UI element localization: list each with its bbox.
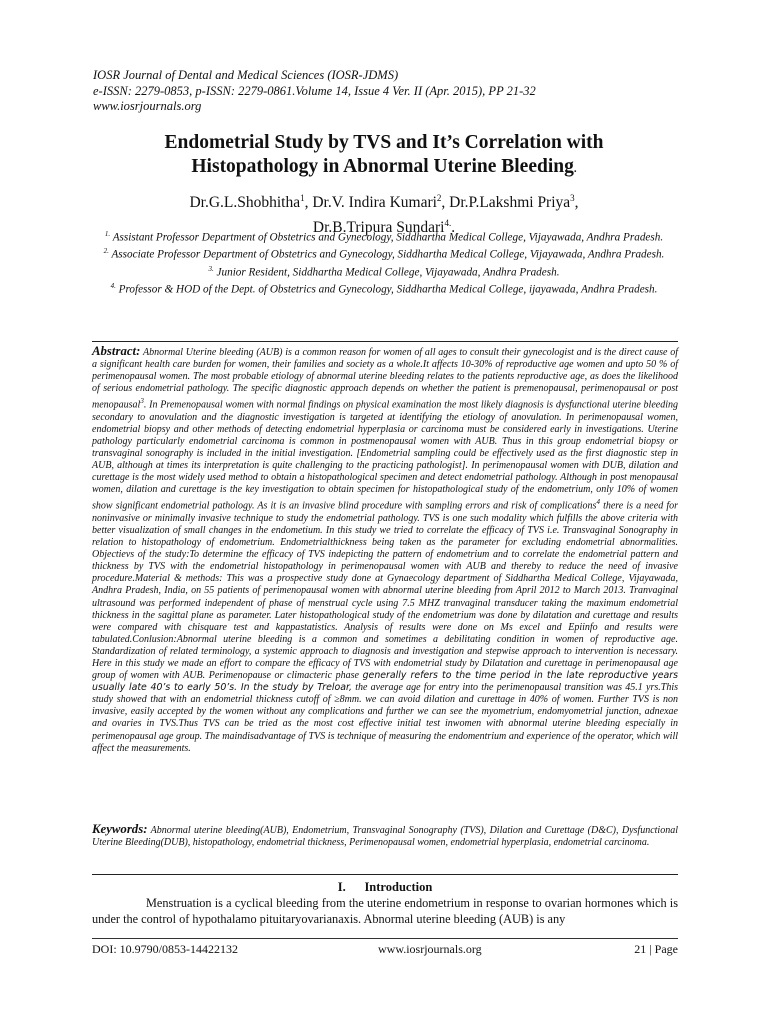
abstract [92, 345, 678, 755]
author-1-mark: 1 [300, 193, 305, 203]
author-list-end: . [451, 219, 456, 237]
title-line-2: Histopathology in Abnormal Uterine Bleeding [191, 156, 574, 177]
affiliation-4-text: Professor & HOD of the Dept. of Obstetrics and Gynecology, Siddhartha Medical College, ijayawada, Andhra Pradesh. [115, 284, 658, 297]
abstract-label: Abstract: [92, 344, 141, 358]
journal-issn: e-ISSN: 2279-0853, p-ISSN: 2279-0861.Volume 14, Issue 4 Ver. II (Apr. 2015), PP 21-32 [93, 83, 536, 98]
affiliation-3 [96, 263, 672, 280]
author-3-mark: 3 [570, 193, 575, 203]
affiliation-1-text: Assistant Professor Department of Obstetrics and Gynecology, Siddhartha Medical College, Vijayawada, Andhra Pradesh. [110, 231, 664, 244]
author-4-mark: 4. [444, 218, 452, 229]
paper-title [70, 131, 698, 181]
abstract-citation-3: 3 [140, 397, 144, 406]
affiliation-1-mark: 1. [104, 230, 111, 238]
keywords-label: Keywords: [92, 822, 148, 836]
keywords-text: Abnormal uterine bleeding(AUB), Endometrium, Transvaginal Sonography (TVS), Dilation and Curettage (D&C), Dysfunctional Uterine Bleeding(DUB), histopathology, endometrial thickness, Perimenopausal women, endometrial hyperplasia, endometrial carcinoma. [92, 825, 678, 849]
footer-page-number: 21 | Page [634, 942, 678, 956]
journal-website: www.iosrjournals.org [93, 99, 202, 113]
abstract-text-2: . In Premenopausal women with normal findings on physical examination the most likely diagnosis is dysfunctional uterine bleeding secondary to anovulation and the diagnostic investigation is targeted at identifying the etiology of anovulation. In perimenopausal women, endometrial biopsy and other methods of detecting endometrial hyperplasia or carcinoma must be considered early in investigations. Uterine pathology particularly endometrial carcinoma is common in postmenopausal women with AUB. Thus in this group endometrial biopsy or transvaginal sonography is included in the initial investigation. [Endometrial sampling could be effectively used as the first diagnostic step in AUB, although at times its interpretation is quite challenging to the practicing pathologist]. In perimenopausal women with DUB, dilation and curettage is the most widely used method to obtain a histopathological specimen and detect endometrial pathology. Although in post menopausal women, dilation and curettage is the key investigation to obtain specimen for histopathological study of the endometrium, only 10% of women show significant endometrial pathology. As it is an invasive blind procedure with sampling errors and risk of complications [92, 399, 678, 512]
affiliation-4 [96, 280, 672, 297]
author-separator: , [574, 194, 579, 212]
author-1: Dr.G.L.Shobhitha [189, 194, 301, 212]
abstract-citation-4: 4 [596, 498, 600, 507]
affiliation-2-mark: 2. [103, 247, 109, 256]
affiliation-2-text: Associate Professor Department of Obstetrics and Gynecology, Siddhartha Medical College, Vijayawada, Andhra Pradesh. [108, 249, 665, 262]
abstract-text-handwritten-style: generally refers to the time period in the late reproductive years usually late 40’s to early 50’s. In the study by Treloar, [92, 670, 678, 694]
author-2: , Dr.V. Indira Kumari [304, 194, 437, 212]
title-trailing-period: . [573, 163, 577, 175]
journal-header [93, 68, 693, 115]
affiliation-3-text: Junior Resident, Siddhartha Medical College, Vijayawada, Andhra Pradesh. [213, 266, 560, 279]
keywords [92, 823, 678, 850]
affiliation-3-mark: 3. [208, 264, 214, 273]
journal-name: IOSR Journal of Dental and Medical Sciences (IOSR-JDMS) [93, 68, 399, 82]
keywords-bottom-rule [92, 874, 678, 875]
title-line-1: Endometrial Study by TVS and It’s Correlation with [164, 132, 604, 153]
affiliation-2 [96, 245, 672, 262]
footer-rule [92, 938, 678, 939]
author-3: , Dr.P.Lakshmi Priya [441, 194, 571, 212]
introduction-paragraph: Menstruation is a cyclical bleeding from the uterine endometrium in response to ovarian hormones which is under the control of hypothalamo pituitaryovarianaxis. Abnormal uterine bleeding (AUB) is any [92, 896, 678, 926]
footer-website: www.iosrjournals.org [378, 942, 482, 956]
abstract-text-1: Abnormal Uterine bleeding (AUB) is a common reason for women of all ages to consult their gynecologist and is the direct cause of a significant health care burden for women, their families and society as a whole.It affects 10-30% of reproductive age women and upto 50 % of perimenopausal women. The most probable etiology of abnormal uterine bleeding relates to the patients reproductive age, as does the likelihood of serious endometrial pathology. The specific diagnostic approach depends on whether the patient is premenopausal, perimenopausal or post menopausal [92, 347, 678, 411]
abstract-text-3: there is a need for noninvasive or minimally invasive technique to study the endometrial pathology. TVS is one such modality which fulfills the above criteria with better visualization of small changes in the endometium. In this study we tried to correlate the efficacy of TVS i.e. Transvaginal Sonography in relation to histopathology of endometrium. Endometrialthickness being taken as the parameter for excluding endometrial abnormalities. Objectievs of the study:To determine the efficacy of TVS indepicting the pattern of endometrium and to correlate the endometrial pattern and thickness by TVS with the endometrial histopathology in perimenopausal women with AUB and thereby to reduce the need of invasive procedure.Material & methods: This was a prospective study done at Gynaecology department of Siddhartha Medical College, Vijayawada, Andhra Pradesh, India, on 55 patients of perimenopausal women with abnormal uterine bleeding from April 2012 to March 2013. Tranvaginal ultrasound was performed independent of phase of menstrual cycle using 7.5 MHZ tranvaginal transducer taking the maximum endometrial thickness in the sagittal plane as parameter. Later histopathological study of the endometrium was done by dilatation and curettage and results were compared with chisquare test and kappastatistics. Analysis of results were done on Ms excel and Epiinfo and results were tabulated.Conlusion:Abnormal uterine bleeding is a common and sometimes a debilitating condition in women of reproductive age. Standardization of related terminology, a systemic approach to diagnosis and investigation and stepwise approach to intervention is necessary. Here in this study we made an effort to compare the efficacy of TVS with endometrial study by Dilatation and curettage in perimenopausal age group of women with AUB. Perimenopause or climacteric phase [92, 500, 678, 682]
abstract-top-rule [92, 341, 678, 342]
section-heading-introduction: I. Introduction [337, 880, 433, 894]
author-4: Dr.B.Tripura Sundari [312, 219, 445, 237]
page-footer [92, 942, 678, 958]
affiliation-1 [96, 228, 672, 245]
affiliations [96, 228, 672, 298]
footer-doi: DOI: 10.9790/0853-14422132 [92, 942, 238, 956]
author-2-mark: 2 [436, 193, 442, 203]
abstract-text-4: the average age for entry into the perimenopausal transition was 45.1 yrs.This study showed that with an endometrial thickness cutoff of ≥8mm. we can avoid dilation and curettage in 40% of women. Further TVS is non invasive, easily accepted by the women without any complications and further we can see the myometrium, endomyometrial junction, adnexae and ovaries in TVS.Thus TVS can be tried as the most cost effective initial test inwomen with abnormal uterine bleeding especially in perimenopausal age group. The maindisadvantage of TVS is technique of measuring the endomentrium and experience of the operator, which will affect the measurements. [92, 682, 678, 754]
affiliation-4-mark: 4. [110, 282, 116, 291]
